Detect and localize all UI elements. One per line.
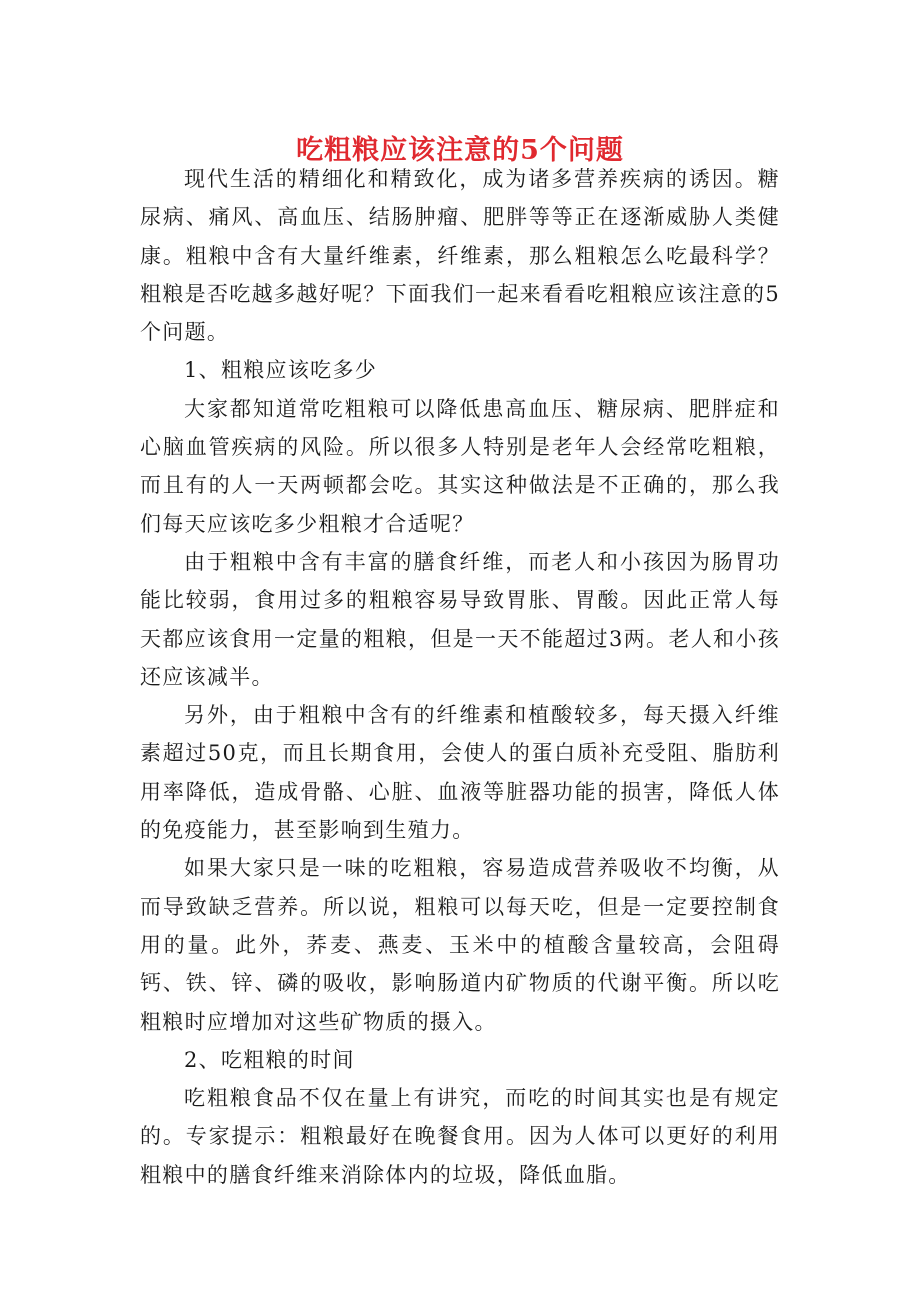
document-title: 吃粗粮应该注意的5个问题 xyxy=(296,135,624,167)
body-paragraph: 如果大家只是一味的吃粗粮，容易造成营养吸收不均衡，从而导致缺乏营养。所以说，粗粮可以每天吃，但是一定要控制食用的量。此外，荞麦、燕麦、玉米中的植酸含量较高，会阻碍钙、铁、锌、磷的吸收，影响肠道内矿物质的代谢平衡。所以吃粗粮时应增加对这些矿物质的摄入。 xyxy=(140,856,780,1034)
body-paragraph: 另外，由于粗粮中含有的纤维素和植酸较多，每天摄入纤维素超过50克，而且长期食用，会使人的蛋白质补充受阻、脂肪利用率降低，造成骨骼、心脏、血液等脏器功能的损害，降低人体的免疫能力，甚至影响到生殖力。 xyxy=(140,703,780,843)
intro-paragraph: 现代生活的精细化和精致化，成为诸多营养疾病的诱因。糖尿病、痛风、高血压、结肠肿瘤、肥胖等等正在逐渐威胁人类健康。粗粮中含有大量纤维素，纤维素，那么粗粮怎么吃最科学？粗粮是否吃越多越好呢？下面我们一起来看看吃粗粮应该注意的5个问题。 xyxy=(140,167,780,345)
section-heading-1: 1、粗粮应该吃多少 xyxy=(184,358,378,383)
section-heading-2: 2、吃粗粮的时间 xyxy=(184,1047,355,1072)
body-paragraph: 大家都知道常吃粗粮可以降低患高血压、糖尿病、肥胖症和心脑血管疾病的风险。所以很多人特别是老年人会经常吃粗粮，而且有的人一天两顿都会吃。其实这种做法是不正确的，那么我们每天应该吃多少粗粮才合适呢？ xyxy=(140,396,780,536)
body-paragraph: 吃粗粮食品不仅在量上有讲究，而吃的时间其实也是有规定的。专家提示：粗粮最好在晚餐食用。因为人体可以更好的利用粗粮中的膳食纤维来消除体内的垃圾，降低血脂。 xyxy=(140,1086,780,1187)
document-body xyxy=(140,160,780,1194)
body-paragraph: 由于粗粮中含有丰富的膳食纤维，而老人和小孩因为肠胃功能比较弱，食用过多的粗粮容易导致胃胀、胃酸。因此正常人每天都应该食用一定量的粗粮，但是一天不能超过3两。老人和小孩还应该减半。 xyxy=(140,549,780,689)
